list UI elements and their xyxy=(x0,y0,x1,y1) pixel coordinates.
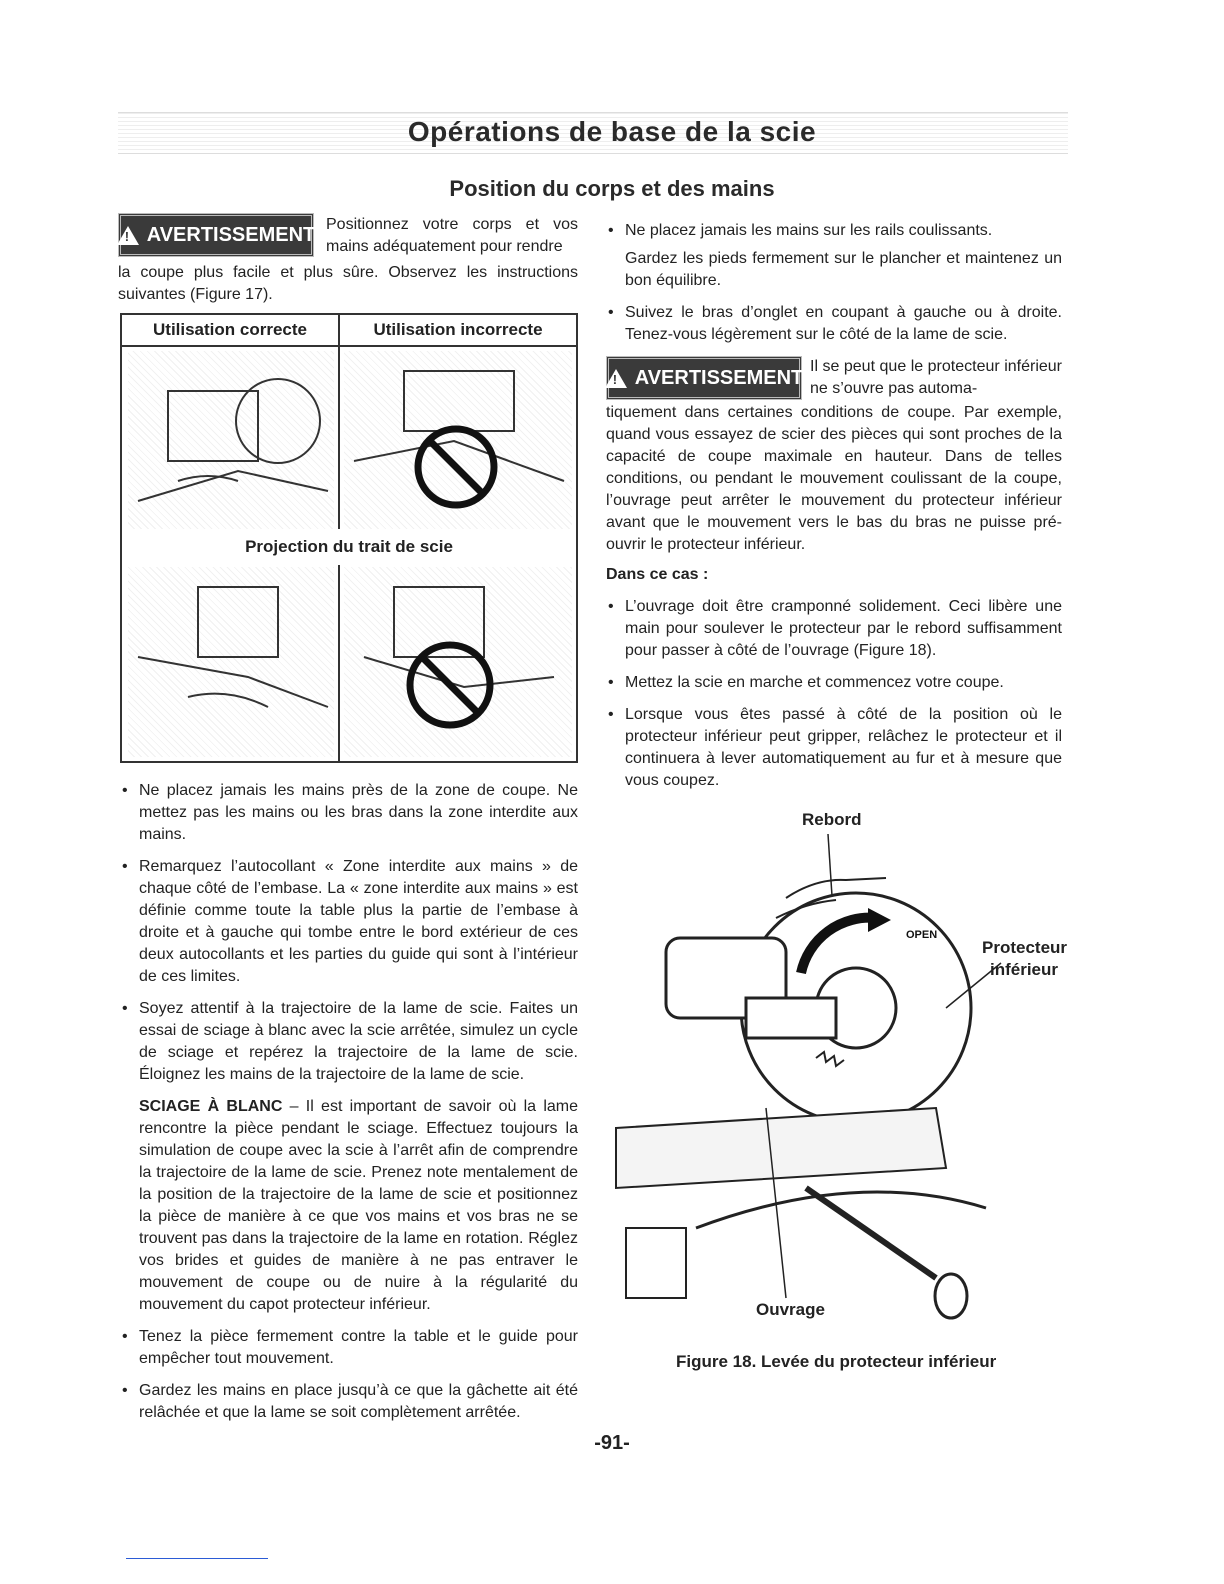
list-item: • Mettez la scie en marche et commencez votre coupe. xyxy=(604,672,1062,694)
sciage-text: – Il est important de savoir où la lame rencontre la pièce pendant le sciage. Effectuez toujours la simulation de coupe avec la scie à l’arrêt afin de comprendre la trajectoire de la lame de scie. Prenez note mentalement de la position de la trajectoire de la lame de scie et positionnez la pièce de manière à ce que vos mains et vos bras ne se trouvent pas dans la trajectoire de la lame en rotation. Réglez vos brides et guides de manière à ne pas entraver le mouvement de coupe ou de nuire à la régularité du mouvement du capot protecteur inférieur. xyxy=(139,1098,579,1313)
label-protecteur-1: Protecteur xyxy=(982,938,1068,957)
warning-badge-label: AVERTISSEMENT xyxy=(634,366,804,389)
list-item: • Suivez le bras d’onglet en coupant à gauche ou à droite. Tenez-vous légèrement sur le côté de la lame de scie. xyxy=(604,302,1062,346)
saw-line-caption: Projection du trait de scie xyxy=(245,537,453,556)
warning2-a: Il se peut que le protecteur inférieur ne s’ouvre pas automa- xyxy=(810,358,1062,397)
list-item: • Ne placez jamais les mains près de la zone de coupe. Ne mettez pas les mains ou les bras dans la zone interdite aux mains. xyxy=(118,780,578,846)
balance-paragraph: Gardez les pieds fermement sur le plancher et maintenez un bon équilibre. xyxy=(625,250,1062,289)
label-protecteur-2: inférieur xyxy=(990,960,1059,979)
saw-correct-top-icon xyxy=(128,351,334,529)
figure-18 xyxy=(606,808,1076,1328)
sciage-paragraph xyxy=(118,1096,578,1316)
saw-correct-bottom-icon xyxy=(128,567,334,757)
open-text: OPEN xyxy=(906,929,938,941)
illustration-incorrect-top xyxy=(344,351,572,529)
table-header-rule xyxy=(122,345,576,347)
footer-rule xyxy=(126,1558,268,1559)
warning-badge-2 xyxy=(606,356,802,400)
label-ouvrage: Ouvrage xyxy=(756,1300,825,1319)
page-number: -91- xyxy=(594,1432,630,1454)
prohibited-top-icon xyxy=(344,351,572,529)
list-item: • Remarquez l’autocollant « Zone interdite aux mains » de chaque côté de l’embase. La « zone interdite aux mains » est définie comme toute la table plus la partie de l’embase à droite et à gauche qui tombe entre le bord extérieur de ces deux autocollants et les parties du guide qui sont à l’intérieur de ces limites. xyxy=(118,856,578,988)
illustration-incorrect-bottom xyxy=(344,567,572,757)
miter-saw-illustration-icon xyxy=(606,808,1076,1328)
dans-ce-cas: Dans ce cas : xyxy=(606,566,709,583)
prohibited-bottom-icon xyxy=(344,567,572,757)
warning-intro-b: la coupe plus facile et plus sûre. Observez les instructions suivantes (Figure 17). xyxy=(118,264,578,303)
warning-badge-label: AVERTISSEMENT xyxy=(146,223,316,246)
right-bullets xyxy=(604,596,1062,802)
list-item: • Lorsque vous êtes passé à côté de la position où le protecteur inférieur peut gripper, relâchez le protecteur et il continuera à lever automatiquement au fur et à mesure que vous coupez. xyxy=(604,704,1062,792)
label-rebord: Rebord xyxy=(802,810,862,829)
list-item: • Gardez les mains en place jusqu’à ce que la gâchette ait été relâchée et que la lame se soit complètement arrêtée. xyxy=(118,1380,578,1424)
col-correct-header: Utilisation correcte xyxy=(153,320,307,339)
col-incorrect-header: Utilisation incorrecte xyxy=(373,320,543,339)
warning-triangle-icon xyxy=(605,369,627,388)
table-divider-top xyxy=(338,315,340,529)
table-divider-bottom xyxy=(338,565,340,761)
warning-badge xyxy=(118,213,314,257)
list-item: • Soyez attentif à la trajectoire de la lame de scie. Faites un essai de sciage à blanc avec la scie arrêtée, simulez un cycle de sciage et repérez la trajectoire de la lame de scie. Éloignez les mains de la trajectoire de la lame de scie. xyxy=(118,998,578,1086)
warning-triangle-icon xyxy=(117,226,139,245)
list-item: • Ne placez jamais les mains sur les rails coulissants. xyxy=(604,220,1062,242)
figure-18-caption: Figure 18. Levée du protecteur inférieur xyxy=(676,1352,997,1371)
warning-intro-a: Positionnez votre corps et vos mains adéquatement pour rendre xyxy=(326,216,578,255)
left-bullets xyxy=(118,780,578,1434)
list-item: • L’ouvrage doit être cramponné solidement. Ceci libère une main pour soulever le protecteur par le rebord suffisamment pour passer à côté de l’ouvrage (Figure 18). xyxy=(604,596,1062,662)
sciage-label: SCIAGE À BLANC xyxy=(139,1098,283,1115)
right-top-block xyxy=(604,220,1062,356)
illustration-correct-bottom xyxy=(128,567,334,757)
list-item: • Tenez la pièce fermement contre la table et le guide pour empêcher tout mouvement. xyxy=(118,1326,578,1370)
figure-17-table xyxy=(120,313,578,763)
illustration-correct-top xyxy=(128,351,334,529)
warning2-b: tiquement dans certaines conditions de coupe. Par exemple, quand vous essayez de scier des pièces qui sont proches de la capacité de coupe maximale en hauteur. Dans de telles conditions, ou pendant le mouvement coulissant de la coupe, l’ouvrage peut arrêter le mouvement du protecteur inférieur avant que le mouvement vers le bas du bras ne puisse pré-ouvrir le protecteur inférieur. xyxy=(606,404,1062,553)
page-title: Opérations de base de la scie xyxy=(407,116,817,147)
section-title: Position du corps et des mains xyxy=(449,176,775,201)
